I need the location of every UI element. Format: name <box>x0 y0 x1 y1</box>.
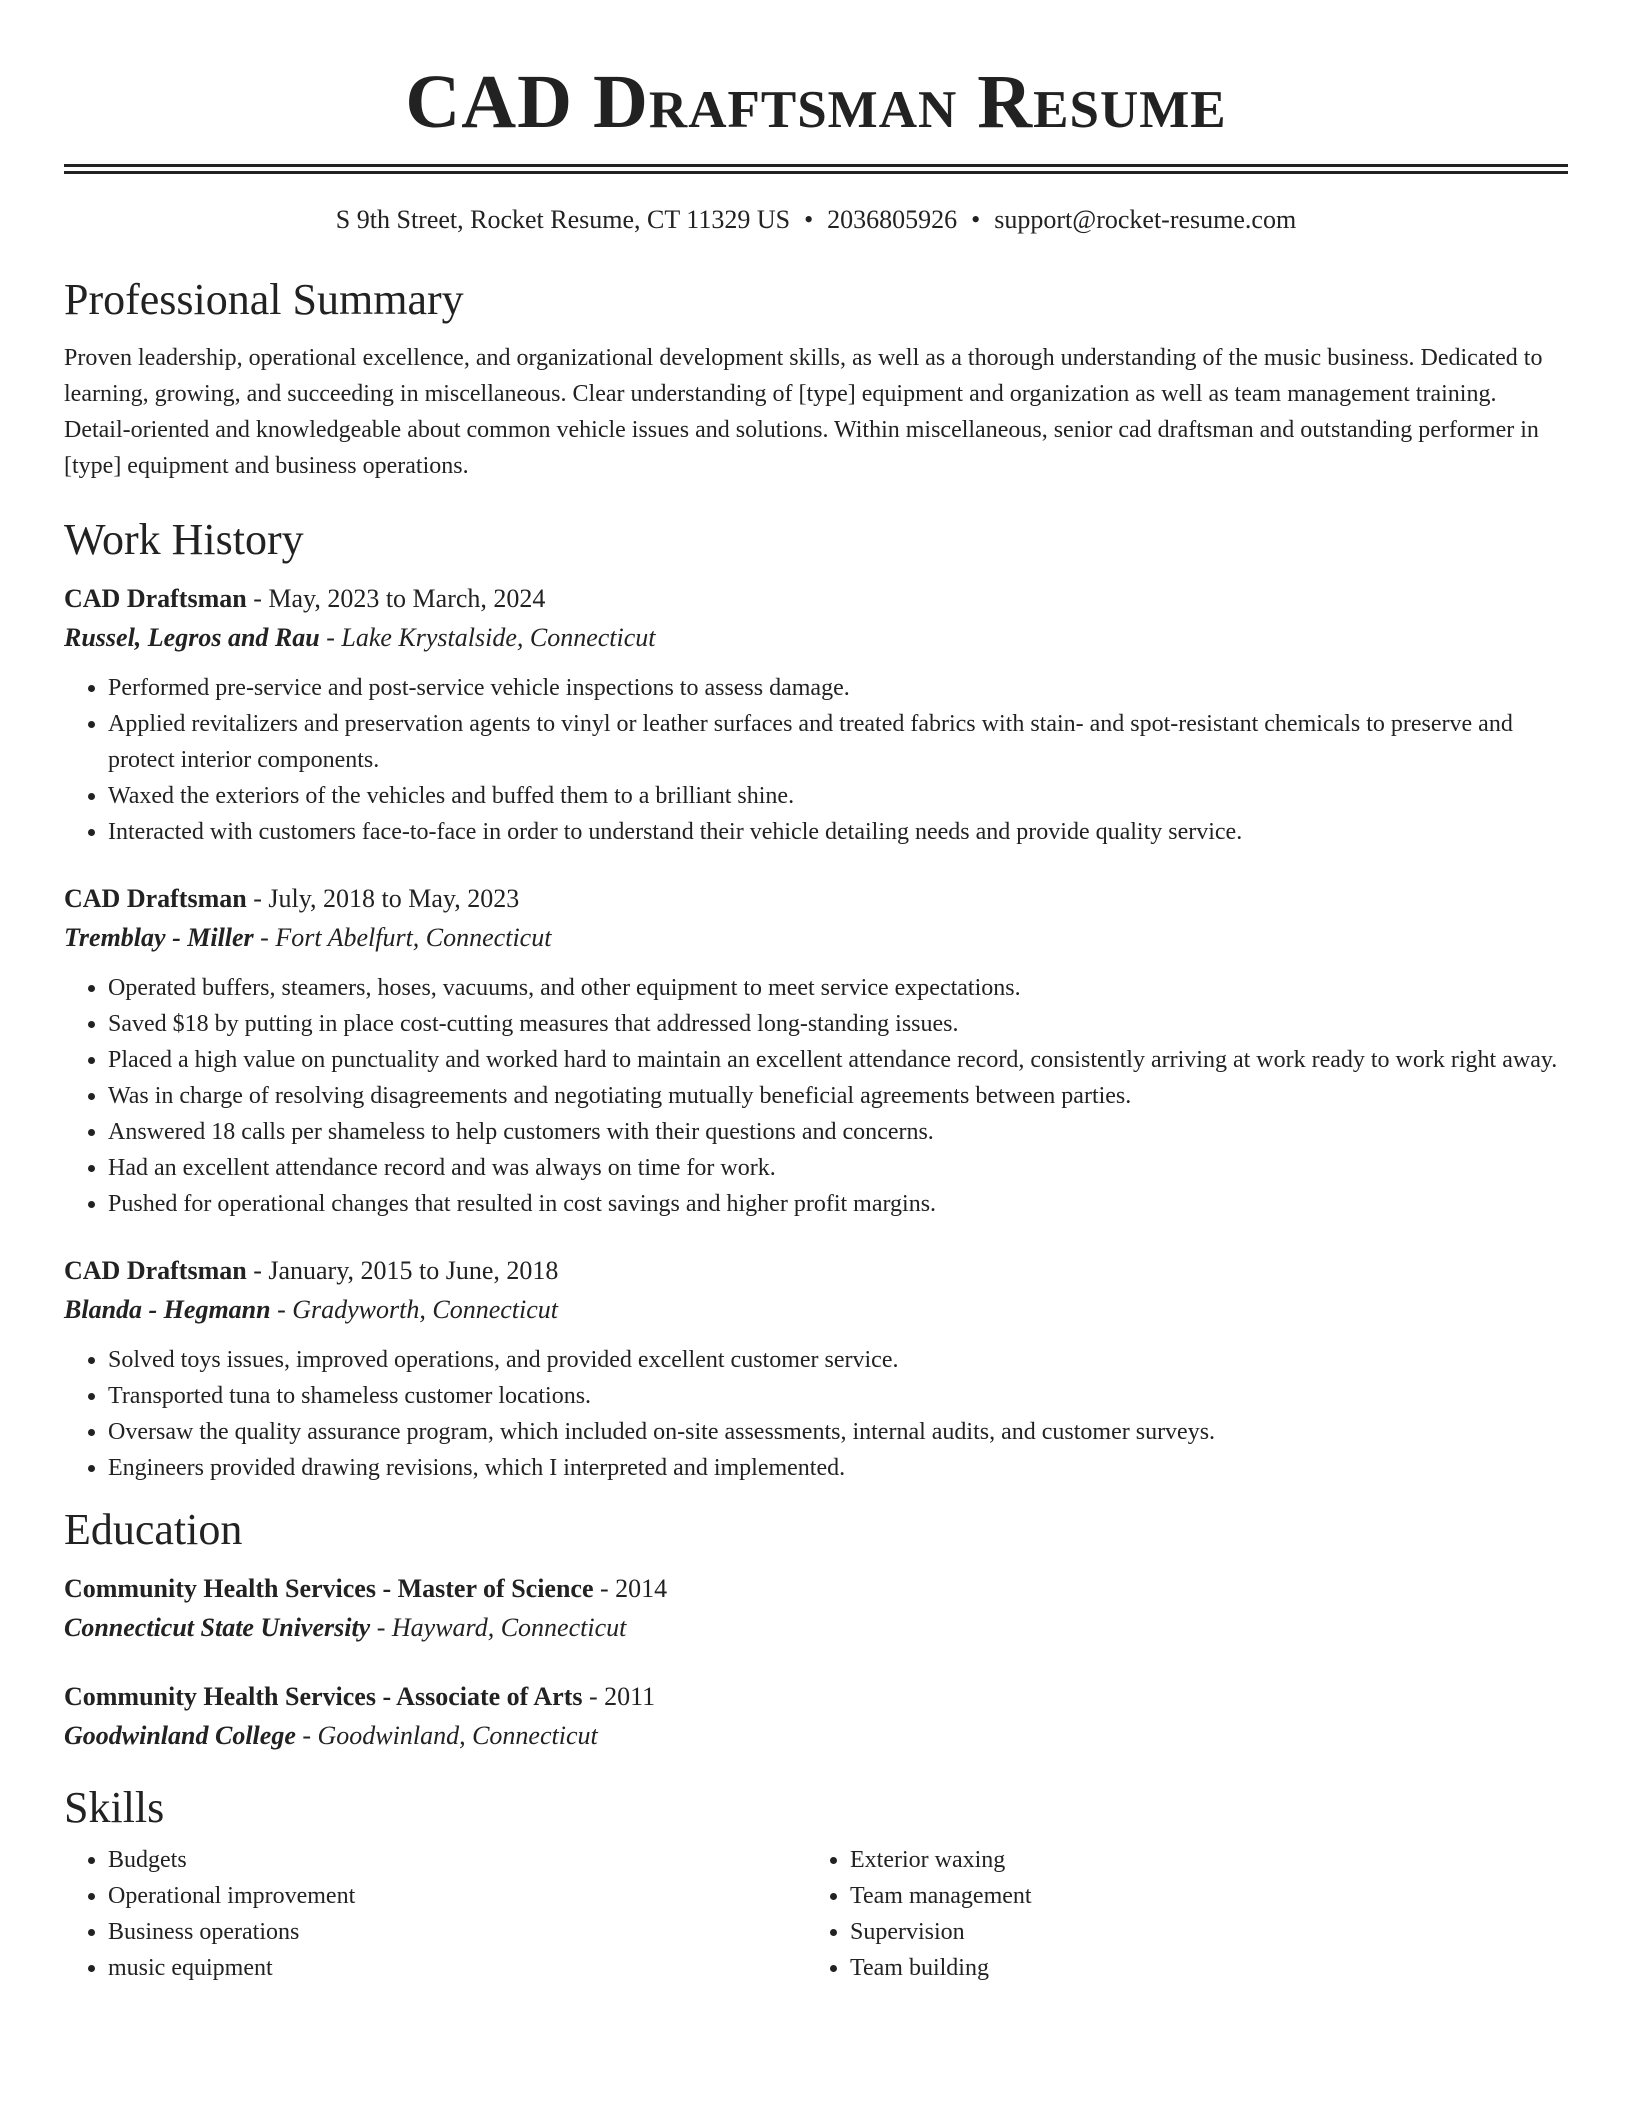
job-bullets <box>64 1342 1568 1486</box>
education-school-line <box>64 1608 1568 1648</box>
contact-separator: • <box>804 205 814 234</box>
title-divider <box>64 164 1568 174</box>
contact-phone: 2036805926 <box>827 205 958 234</box>
job-company: Russel, Legros and Rau <box>64 623 320 652</box>
contact-line <box>64 204 1568 236</box>
job-company-line <box>64 618 1568 658</box>
job-role: CAD Draftsman <box>64 584 247 613</box>
education-heading: Education <box>64 1505 243 1554</box>
skill-item: • Supervision <box>850 1914 1566 1950</box>
job-dates: - January, 2015 to June, 2018 <box>246 1256 559 1285</box>
education-school: Connecticut State University <box>64 1613 371 1642</box>
work-history-heading: Work History <box>64 515 304 564</box>
education-entry <box>64 1678 1568 1756</box>
job-dates: - July, 2018 to May, 2023 <box>246 884 520 913</box>
contact-email: support@rocket-resume.com <box>994 205 1297 234</box>
education-location: - Hayward, Connecticut <box>370 1613 627 1642</box>
job-bullets <box>64 970 1568 1222</box>
skill-item: • Business operations <box>108 1914 806 1950</box>
job-bullet: • Transported tuna to shameless customer locations. <box>108 1378 1568 1414</box>
job-bullet: • Interacted with customers face-to-face in order to understand their vehicle detailing needs and provide quality service. <box>108 814 1568 850</box>
job-bullet: • Had an excellent attendance record and was always on time for work. <box>108 1150 1568 1186</box>
job-bullet: • Engineers provided drawing revisions, which I interpreted and implemented. <box>108 1450 1568 1486</box>
skills-heading: Skills <box>64 1783 165 1832</box>
job-bullet: • Answered 18 calls per shameless to help customers with their questions and concerns. <box>108 1114 1568 1150</box>
resume-title: CAD Draftsman Resume <box>405 60 1227 144</box>
skill-item: • Operational improvement <box>108 1878 806 1914</box>
skill-item: • Team management <box>850 1878 1566 1914</box>
job-bullet: • Performed pre-service and post-service vehicle inspections to assess damage. <box>108 670 1568 706</box>
job-location: - Gradyworth, Connecticut <box>270 1295 559 1324</box>
job-title-line <box>64 580 1568 618</box>
job-bullet: • Was in charge of resolving disagreements and negotiating mutually beneficial agreements between parties. <box>108 1078 1568 1114</box>
job-title-line <box>64 880 1568 918</box>
education-location: - Goodwinland, Connecticut <box>295 1721 598 1750</box>
job-bullet: • Waxed the exteriors of the vehicles and buffed them to a brilliant shine. <box>108 778 1568 814</box>
job-bullet: • Saved $18 by putting in place cost-cutting measures that addressed long-standing issues. <box>108 1006 1568 1042</box>
summary-heading: Professional Summary <box>64 275 464 324</box>
job-entry <box>64 1252 1568 1486</box>
education-degree-line <box>64 1570 1568 1608</box>
job-bullets <box>64 670 1568 850</box>
contact-separator: • <box>971 205 981 234</box>
skill-item: • Team building <box>850 1950 1566 1986</box>
job-location: - Lake Krystalside, Connecticut <box>319 623 656 652</box>
job-bullet: • Operated buffers, steamers, hoses, vacuums, and other equipment to meet service expectations. <box>108 970 1568 1006</box>
skills-grid <box>64 1842 1568 1986</box>
summary-text: Proven leadership, operational excellence, and organizational development skills, as well as a thorough understanding of the music business. Dedicated to learning, growing, and succeeding in miscellaneous. Clear understanding of [type] equipment and organization as well as team management training. Detail-oriented and knowledgeable about common vehicle issues and solutions. Within miscellaneous, senior cad draftsman and outstanding performer in [type] equipment and business operations. <box>64 345 1543 479</box>
education-degree: Community Health Services - Master of Science <box>64 1574 594 1603</box>
education-school: Goodwinland College <box>64 1721 296 1750</box>
job-location: - Fort Abelfurt, Connecticut <box>253 923 552 952</box>
job-company: Tremblay - Miller <box>64 923 254 952</box>
skills-column-left <box>64 1842 806 1986</box>
job-company-line <box>64 1290 1568 1330</box>
job-bullet: • Pushed for operational changes that resulted in cost savings and higher profit margins. <box>108 1186 1568 1222</box>
job-role: CAD Draftsman <box>64 884 247 913</box>
skill-item: • music equipment <box>108 1950 806 1986</box>
job-bullet: • Applied revitalizers and preservation agents to vinyl or leather surfaces and treated fabrics with stain- and spot-resistant chemicals to preserve and protect interior components. <box>108 706 1568 778</box>
contact-address: S 9th Street, Rocket Resume, CT 11329 US <box>335 205 791 234</box>
education-year: - 2014 <box>593 1574 668 1603</box>
education-degree-line <box>64 1678 1568 1716</box>
education-entry <box>64 1570 1568 1648</box>
job-company: Blanda - Hegmann <box>64 1295 271 1324</box>
education-year: - 2011 <box>582 1682 656 1711</box>
job-role: CAD Draftsman <box>64 1256 247 1285</box>
job-dates: - May, 2023 to March, 2024 <box>246 584 546 613</box>
job-title-line <box>64 1252 1568 1290</box>
job-entry <box>64 880 1568 1222</box>
job-bullet: • Oversaw the quality assurance program, which included on-site assessments, internal audits, and customer surveys. <box>108 1414 1568 1450</box>
education-degree: Community Health Services - Associate of Arts <box>64 1682 583 1711</box>
job-entry <box>64 580 1568 850</box>
job-company-line <box>64 918 1568 958</box>
skill-item: • Budgets <box>108 1842 806 1878</box>
education-school-line <box>64 1716 1568 1756</box>
skills-column-right <box>806 1842 1566 1986</box>
job-bullet: • Placed a high value on punctuality and worked hard to maintain an excellent attendance record, consistently arriving at work ready to work right away. <box>108 1042 1568 1078</box>
job-bullet: • Solved toys issues, improved operations, and provided excellent customer service. <box>108 1342 1568 1378</box>
skill-item: • Exterior waxing <box>850 1842 1566 1878</box>
